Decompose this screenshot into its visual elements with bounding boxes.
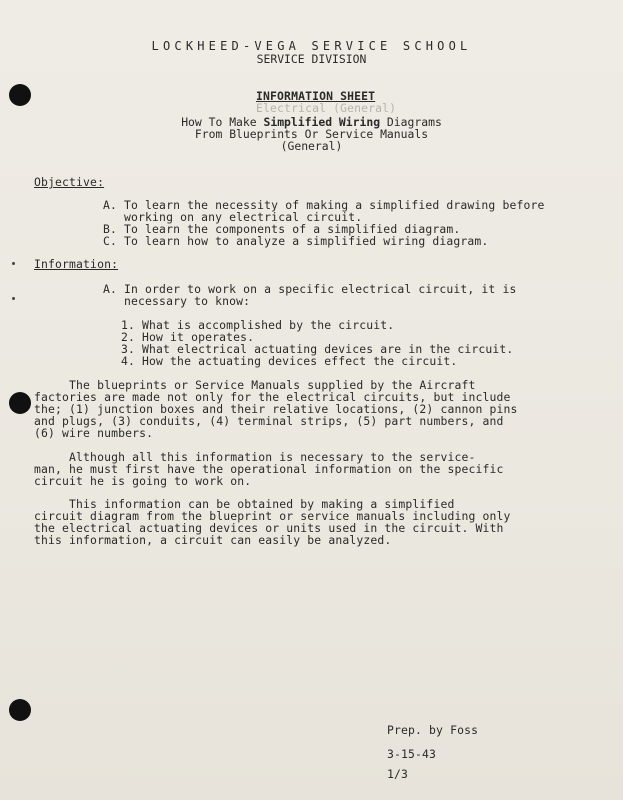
division-name: SERVICE DIVISION bbox=[256, 52, 367, 66]
paragraph-line: this information, a circuit can easily be analyzed. bbox=[34, 533, 392, 547]
document-title-line-2: From Blueprints Or Service Manuals bbox=[194, 127, 429, 141]
sheet-label: INFORMATION SHEET bbox=[256, 89, 376, 103]
paragraph-line: The blueprints or Service Manuals supplied by the Aircraft bbox=[34, 378, 476, 392]
paragraph-line: Although all this information is necessary to the service- bbox=[34, 450, 476, 464]
punch-hole-bottom bbox=[9, 699, 31, 721]
punch-hole-top bbox=[9, 84, 31, 106]
information-intro: necessary to know: bbox=[103, 294, 251, 308]
paragraph-line: (6) wire numbers. bbox=[34, 426, 154, 440]
document-title-line-1: How To Make Simplified Wiring Diagrams bbox=[181, 115, 442, 129]
information-list-item: 3. What electrical actuating devices are in the circuit. bbox=[121, 342, 514, 356]
margin-mark bbox=[12, 262, 15, 265]
paragraph-line: and plugs, (3) conduits, (4) terminal strips, (5) part numbers, and bbox=[34, 414, 504, 428]
paragraph-line: the; (1) junction boxes and their relative locations, (2) cannon pins bbox=[34, 402, 518, 416]
document-date: 3-15-43 bbox=[387, 747, 437, 761]
information-list-item: 1. What is accomplished by the circuit. bbox=[121, 318, 395, 332]
paragraph-line: factories are made not only for the electrical circuits, but include bbox=[34, 390, 511, 404]
paragraph-line: circuit he is going to work on. bbox=[34, 474, 252, 488]
objective-item: B. To learn the components of a simplified diagram. bbox=[103, 222, 461, 236]
margin-mark bbox=[12, 297, 15, 300]
information-heading: Information: bbox=[34, 257, 119, 271]
paragraph-line: man, he must first have the operational information on the specific bbox=[34, 462, 504, 476]
sheet-topic: Electrical (General) bbox=[256, 101, 397, 115]
school-name: LOCKHEED-VEGA SERVICE SCHOOL bbox=[151, 39, 472, 53]
information-list-item: 4. How the actuating devices effect the circuit. bbox=[121, 354, 458, 368]
information-intro: A. In order to work on a specific electrical circuit, it is bbox=[103, 282, 517, 296]
objective-item: A. To learn the necessity of making a simplified drawing before bbox=[103, 198, 545, 212]
paragraph-line: This information can be obtained by making a simplified bbox=[34, 497, 455, 511]
page-number: 1/3 bbox=[387, 767, 409, 781]
objective-heading: Objective: bbox=[34, 175, 105, 189]
objective-item: C. To learn how to analyze a simplified wiring diagram. bbox=[103, 234, 489, 248]
objective-item: working on any electrical circuit. bbox=[103, 210, 363, 224]
prepared-by: Prep. by Foss bbox=[387, 723, 479, 737]
paragraph-line: the electrical actuating devices or units used in the circuit. With bbox=[34, 521, 504, 535]
information-list-item: 2. How it operates. bbox=[121, 330, 255, 344]
punch-hole-middle bbox=[9, 392, 31, 414]
document-title-line-3: (General) bbox=[280, 139, 343, 153]
paragraph-line: circuit diagram from the blueprint or service manuals including only bbox=[34, 509, 511, 523]
